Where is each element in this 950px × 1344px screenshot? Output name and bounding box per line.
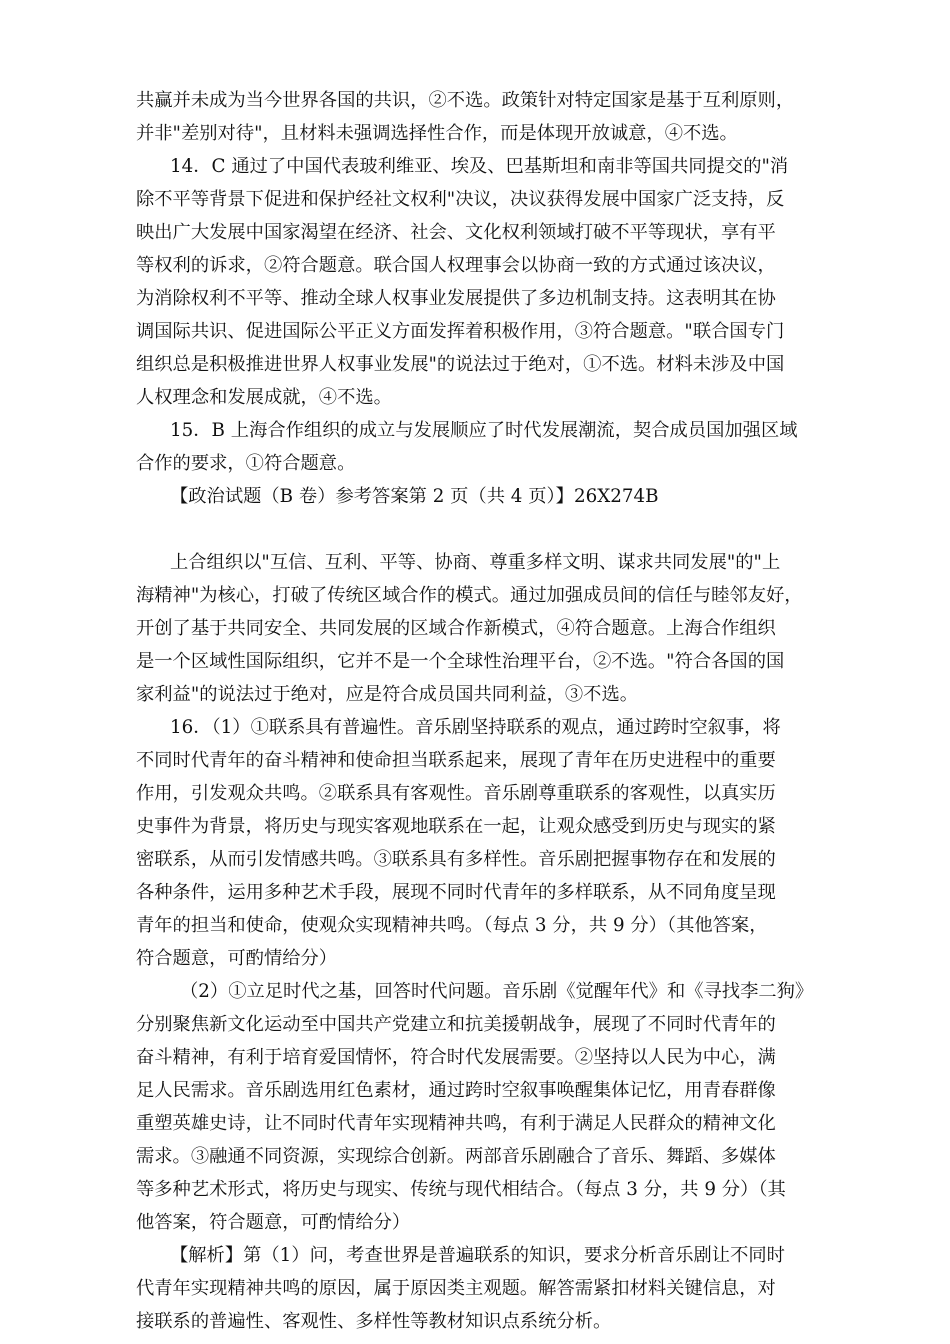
question-16-part2-line: （2）①立足时代之基，回答时代问题。音乐剧《觉醒年代》和《寻找李二狗》 (180, 981, 814, 1002)
text-line: 需求。③融通不同资源，实现综合创新。两部音乐剧融合了音乐、舞蹈、多媒体 (136, 1146, 776, 1167)
text-line: 映出广大发展中国家渴望在经济、社会、文化权利领域打破不平等现状，享有平 (136, 222, 776, 243)
text-line: 等多种艺术形式，将历史与现实、传统与现代相结合。（每点 3 分，共 9 分）（其 (136, 1179, 786, 1200)
text-line: 密联系，从而引发情感共鸣。③联系具有多样性。音乐剧把握事物存在和发展的 (136, 849, 776, 870)
text-line: 分别聚焦新文化运动至中国共产党建立和抗美援朝战争，展现了不同时代青年的 (136, 1014, 776, 1035)
text-line: 共赢并未成为当今世界各国的共识，②不选。政策针对特定国家是基于互利原则， (136, 90, 795, 111)
text-line: 代青年实现精神共鸣的原因，属于原因类主观题。解答需紧扣材料关键信息，对 (136, 1278, 776, 1299)
text-line: 符合题意，可酌情给分） (136, 948, 338, 969)
text-line: 人权理念和发展成就，④不选。 (136, 387, 392, 408)
text-line: 不同时代青年的奋斗精神和使命担当联系起来，展现了青年在历史进程中的重要 (136, 750, 776, 771)
text-line: 史事件为背景，将历史与现实客观地联系在一起，让观众感受到历史与现实的紧 (136, 816, 776, 837)
question-14-line: 14．C 通过了中国代表玻利维亚、埃及、巴基斯坦和南非等国共同提交的"消 (170, 156, 789, 177)
page-footer: 【政治试题（B 卷）参考答案第 2 页（共 4 页）】26X274B (170, 486, 659, 507)
text-line: 青年的担当和使命，使观众实现精神共鸣。（每点 3 分，共 9 分）（其他答案， (136, 915, 768, 936)
text-line: 奋斗精神，有利于培育爱国情怀，符合时代发展需要。②坚持以人民为中心，满 (136, 1047, 776, 1068)
text-line: 海精神"为核心，打破了传统区域合作的模式。通过加强成员间的信任与睦邻友好， (136, 585, 803, 606)
text-line: 等权利的诉求，②符合题意。联合国人权理事会以协商一致的方式通过该决议， (136, 255, 776, 276)
text-line: 除不平等背景下促进和保护经社文权利"决议，决议获得发展中国家广泛支持，反 (136, 189, 785, 210)
text-line: 上合组织以"互信、互利、平等、协商、尊重多样文明、谋求共同发展"的"上 (170, 552, 781, 573)
text-line: 组织总是积极推进世界人权事业发展"的说法过于绝对，①不选。材料未涉及中国 (136, 354, 785, 375)
text-line: 家利益"的说法过于绝对，应是符合成员国共同利益，③不选。 (136, 684, 639, 705)
text-line: 作用，引发观众共鸣。②联系具有客观性。音乐剧尊重联系的客观性，以真实历 (136, 783, 776, 804)
analysis-line: 【解析】第（1）问，考查世界是普遍联系的知识，要求分析音乐剧让不同时 (170, 1245, 785, 1266)
text-line: 并非"差别对待"，且材料未强调选择性合作，而是体现开放诚意，④不选。 (136, 123, 738, 144)
text-line: 调国际共识、促进国际公平正义方面发挥着积极作用，③符合题意。"联合国专门 (136, 321, 785, 342)
text-line: 是一个区域性国际组织，它并不是一个全球性治理平台，②不选。"符合各国的国 (136, 651, 785, 672)
text-line: 重塑英雄史诗，让不同时代青年实现精神共鸣，有利于满足人民群众的精神文化 (136, 1113, 776, 1134)
text-line: 合作的要求，①符合题意。 (136, 453, 356, 474)
text-line: 为消除权利不平等、推动全球人权事业发展提供了多边机制支持。这表明其在协 (136, 288, 776, 309)
text-line: 他答案，符合题意，可酌情给分） (136, 1212, 411, 1233)
text-line: 开创了基于共同安全、共同发展的区域合作新模式，④符合题意。上海合作组织 (136, 618, 776, 639)
text-line: 足人民需求。音乐剧选用红色素材，通过跨时空叙事唤醒集体记忆，用青春群像 (136, 1080, 776, 1101)
question-16-line: 16．（1）①联系具有普遍性。音乐剧坚持联系的观点，通过跨时空叙事，将 (170, 717, 781, 738)
text-line: 各种条件，运用多种艺术手段，展现不同时代青年的多样联系，从不同角度呈现 (136, 882, 776, 903)
question-15-line: 15．B 上海合作组织的成立与发展顺应了时代发展潮流，契合成员国加强区域 (170, 420, 798, 441)
text-line: 接联系的普遍性、客观性、多样性等教材知识点系统分析。 (136, 1311, 612, 1332)
